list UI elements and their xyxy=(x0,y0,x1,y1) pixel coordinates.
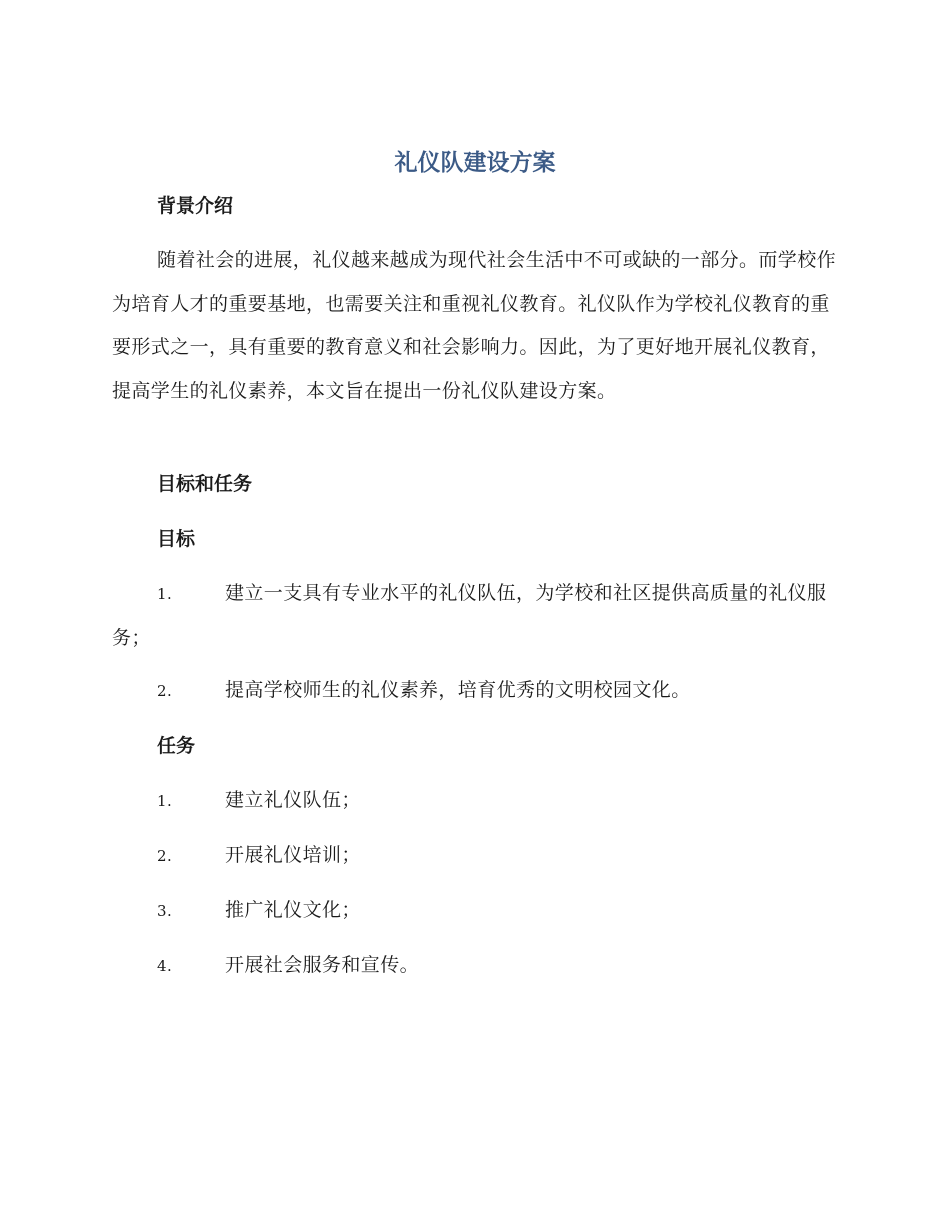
list-item-text: 建立一支具有专业水平的礼仪队伍，为学校和社区提供高质量的礼仪服务； xyxy=(112,582,827,649)
list-number: 2. xyxy=(157,847,173,865)
section-heading-goals: 目标 xyxy=(157,528,196,550)
list-item-text: 建立礼仪队伍； xyxy=(225,789,361,811)
list-number: 4. xyxy=(157,957,173,975)
background-paragraph: 随着社会的进展，礼仪越来越成为现代社会生活中不可或缺的一部分。而学校作为培育人才的重要基地，也需要关注和重视礼仪教育。礼仪队作为学校礼仪教育的重要形式之一，具有重要的教育意义和社会影响力。因此，为了更好地开展礼仪教育，提高学生的礼仪素养，本文旨在提出一份礼仪队建设方案。 xyxy=(112,249,837,402)
list-item-text: 开展礼仪培训； xyxy=(225,844,361,866)
section-heading-background: 背景介绍 xyxy=(157,195,234,217)
document-title: 礼仪队建设方案 xyxy=(394,150,556,176)
list-number: 2. xyxy=(157,682,173,700)
list-item-text: 推广礼仪文化； xyxy=(225,899,361,921)
list-number: 3. xyxy=(157,902,173,920)
task-list-item xyxy=(112,944,836,989)
goal-list-item xyxy=(112,669,836,714)
section-heading-tasks: 任务 xyxy=(157,735,196,757)
task-list-item xyxy=(112,889,836,934)
list-number: 1. xyxy=(157,585,173,603)
goal-list-item xyxy=(112,572,836,660)
list-number: 1. xyxy=(157,792,173,810)
section-heading-goals-and-tasks: 目标和任务 xyxy=(157,473,253,495)
list-item-text: 开展社会服务和宣传。 xyxy=(225,954,420,976)
task-list-item xyxy=(112,779,836,824)
task-list-item xyxy=(112,834,836,879)
list-item-text: 提高学校师生的礼仪素养，培育优秀的文明校园文化。 xyxy=(225,679,691,701)
